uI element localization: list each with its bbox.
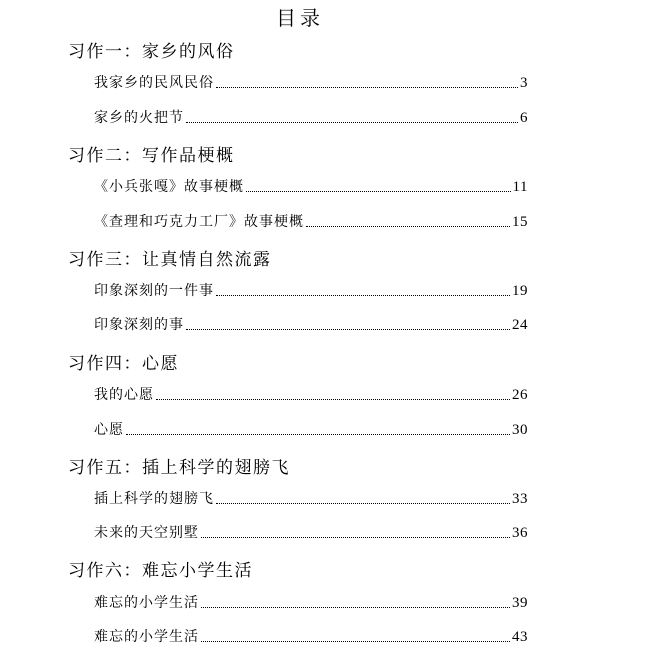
- toc-title: 目录: [276, 6, 324, 30]
- toc-entry[interactable]: [94, 314, 528, 334]
- dot-leader: [126, 434, 510, 435]
- section-heading: 习作四：心愿: [68, 354, 179, 374]
- toc-entry[interactable]: [94, 419, 528, 439]
- toc-entry-page: 39: [512, 595, 528, 611]
- toc-entry-label: 《查理和巧克力工厂》故事梗概: [94, 214, 304, 230]
- dot-leader: [201, 537, 510, 538]
- toc-entry-page: 3: [520, 75, 528, 91]
- dot-leader: [186, 329, 510, 330]
- toc-entry[interactable]: [94, 176, 528, 196]
- toc-entry-label: 我家乡的民风民俗: [94, 75, 214, 91]
- toc-entry-page: 11: [512, 179, 528, 195]
- dot-leader: [246, 191, 511, 192]
- toc-entry[interactable]: [94, 626, 528, 646]
- toc-entry-label: 未来的天空别墅: [94, 525, 199, 541]
- dot-leader: [306, 226, 510, 227]
- toc-entry[interactable]: [94, 488, 528, 508]
- toc-entry-label: 插上科学的翅膀飞: [94, 491, 214, 507]
- toc-entry[interactable]: [94, 592, 528, 612]
- toc-entry-label: 难忘的小学生活: [94, 629, 199, 645]
- toc-entry[interactable]: [94, 72, 528, 92]
- toc-entry-label: 印象深刻的一件事: [94, 283, 214, 299]
- toc-entry-page: 33: [512, 491, 528, 507]
- toc-entry[interactable]: [94, 280, 528, 300]
- toc-entry-page: 6: [520, 110, 528, 126]
- section-heading: 习作三：让真情自然流露: [68, 250, 272, 270]
- dot-leader: [201, 641, 510, 642]
- dot-leader: [216, 503, 510, 504]
- toc-entry[interactable]: [94, 107, 528, 127]
- toc-entry-page: 43: [512, 629, 528, 645]
- dot-leader: [186, 122, 518, 123]
- dot-leader: [216, 295, 510, 296]
- toc-entry[interactable]: [94, 384, 528, 404]
- toc-entry-page: 15: [512, 214, 528, 230]
- toc-entry-label: 我的心愿: [94, 387, 154, 403]
- toc-entry-label: 心愿: [94, 422, 124, 438]
- toc-entry-page: 26: [512, 387, 528, 403]
- toc-entry-label: 难忘的小学生活: [94, 595, 199, 611]
- toc-entry-label: 印象深刻的事: [94, 317, 184, 333]
- toc-entry-label: 家乡的火把节: [94, 110, 184, 126]
- toc-entry-page: 30: [512, 422, 528, 438]
- toc-entry[interactable]: [94, 211, 528, 231]
- section-heading: 习作五：插上科学的翅膀飞: [68, 458, 290, 478]
- toc-entry-page: 19: [512, 283, 528, 299]
- toc-entry-label: 《小兵张嘎》故事梗概: [94, 179, 244, 195]
- toc-entry-page: 24: [512, 317, 528, 333]
- dot-leader: [201, 607, 510, 608]
- dot-leader: [216, 87, 518, 88]
- section-heading: 习作六：难忘小学生活: [68, 561, 253, 581]
- section-heading: 习作二：写作品梗概: [68, 146, 235, 166]
- toc-entry-page: 36: [512, 525, 528, 541]
- dot-leader: [156, 399, 510, 400]
- section-heading: 习作一：家乡的风俗: [68, 42, 235, 62]
- toc-entry[interactable]: [94, 522, 528, 542]
